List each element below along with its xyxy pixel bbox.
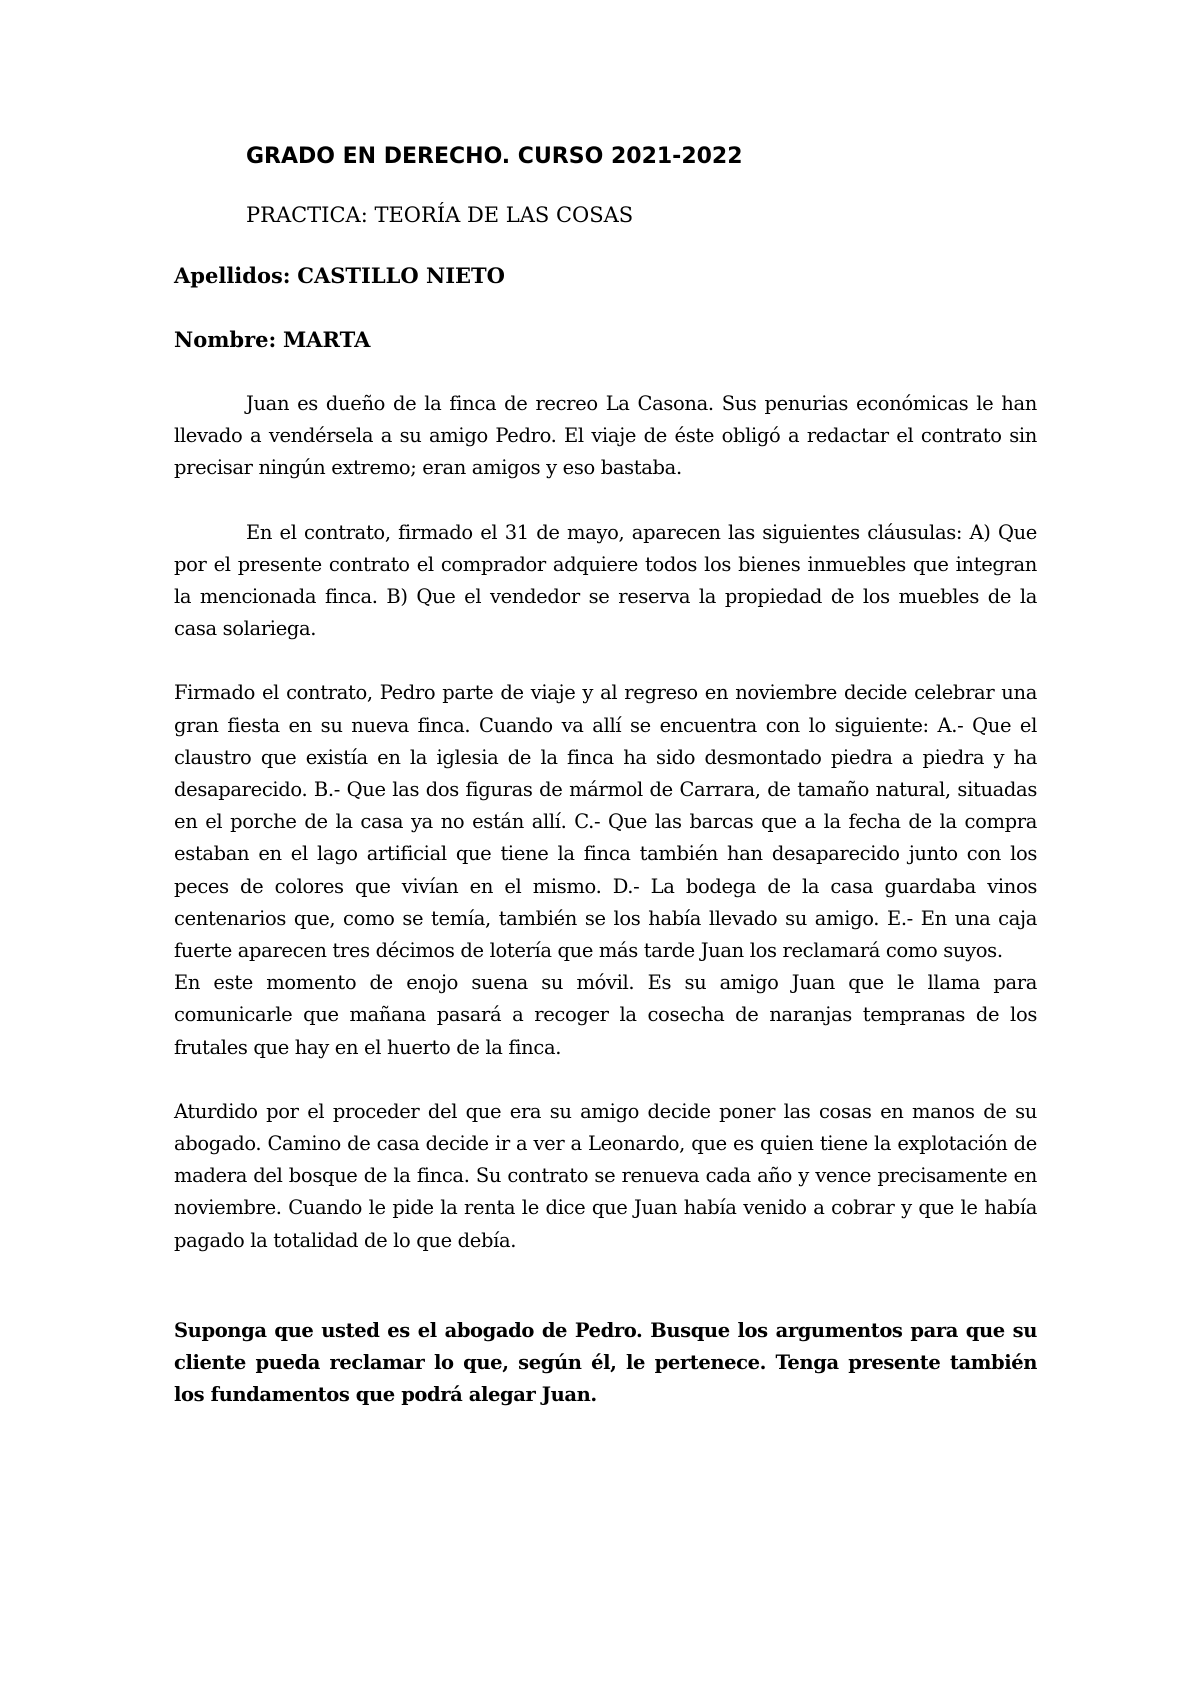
- document-content: [174, 138, 1037, 1411]
- nombre-label: Nombre:: [174, 327, 277, 352]
- document-subtitle: PRACTICA: TEORÍA DE LAS COSAS: [246, 203, 634, 227]
- apellidos-field: [174, 260, 1037, 292]
- apellidos-value: CASTILLO NIETO: [297, 263, 505, 288]
- apellidos-label: Apellidos:: [174, 263, 291, 288]
- paragraph-intro: Juan es dueño de la finca de recreo La Casona. Sus penurias económicas le han llevado a vendérsela a su amigo Pedro. El viaje de éste obligó a redactar el contrato sin precisar ningún extremo; eran amigos y eso bastaba.: [174, 392, 1037, 480]
- nombre-value: MARTA: [282, 327, 371, 352]
- paragraph-findings: Firmado el contrato, Pedro parte de viaje y al regreso en noviembre decide celebrar una gran fiesta en su nueva finca. Cuando va allí se encuentra con lo siguiente: A.- Que el claustro que existía en la iglesia de la finca ha sido desmontado piedra a piedra y ha desaparecido. B.- Que las dos figuras de mármol de Carrara, de tamaño natural, situadas en el porche de la casa ya no están allí. C.- Que las barcas que a la fecha de la compra estaban en el lago artificial que tiene la finca también han desaparecido junto con los peces de colores que vivían en el mismo. D.- La bodega de la casa guardaba vinos centenarios que, como se temía, también se los había llevado su amigo. E.- En una caja fuerte aparecen tres décimos de lotería que más tarde Juan los reclamará como suyos.: [174, 681, 1037, 963]
- instructions-text: Suponga que usted es el abogado de Pedro. Busque los argumentos para que su cliente pueda reclamar lo que, según él, le pertenece. Tenga presente también los fundamentos que podrá alegar Juan.: [174, 1318, 1037, 1407]
- nombre-field: [174, 324, 1037, 356]
- paragraph-lawyer: Aturdido por el proceder del que era su amigo decide poner las cosas en manos de su abogado. Camino de casa decide ir a ver a Leonardo, que es quien tiene la explotación de madera del bosque de la finca. Su contrato se renueva cada año y vence precisamente en noviembre. Cuando le pide la renta le dice que Juan había venido a cobrar y que le había pagado la totalidad de lo que debía.: [174, 1099, 1037, 1252]
- paragraph-phone-call: En este momento de enojo suena su móvil. Es su amigo Juan que le llama para comunicarle que mañana pasará a recoger la cosecha de naranjas tempranas de los frutales que hay en el huerto de la finca.: [174, 971, 1037, 1059]
- document-title: GRADO EN DERECHO. CURSO 2021-2022: [246, 144, 743, 169]
- paragraph-contract: En el contrato, firmado el 31 de mayo, aparecen las siguientes cláusulas: A) Que por el presente contrato el comprador adquiere todos los bienes inmuebles que integran la mencionada finca. B) Que el vendedor se reserva la propiedad de los muebles de la casa solariega.: [174, 520, 1037, 641]
